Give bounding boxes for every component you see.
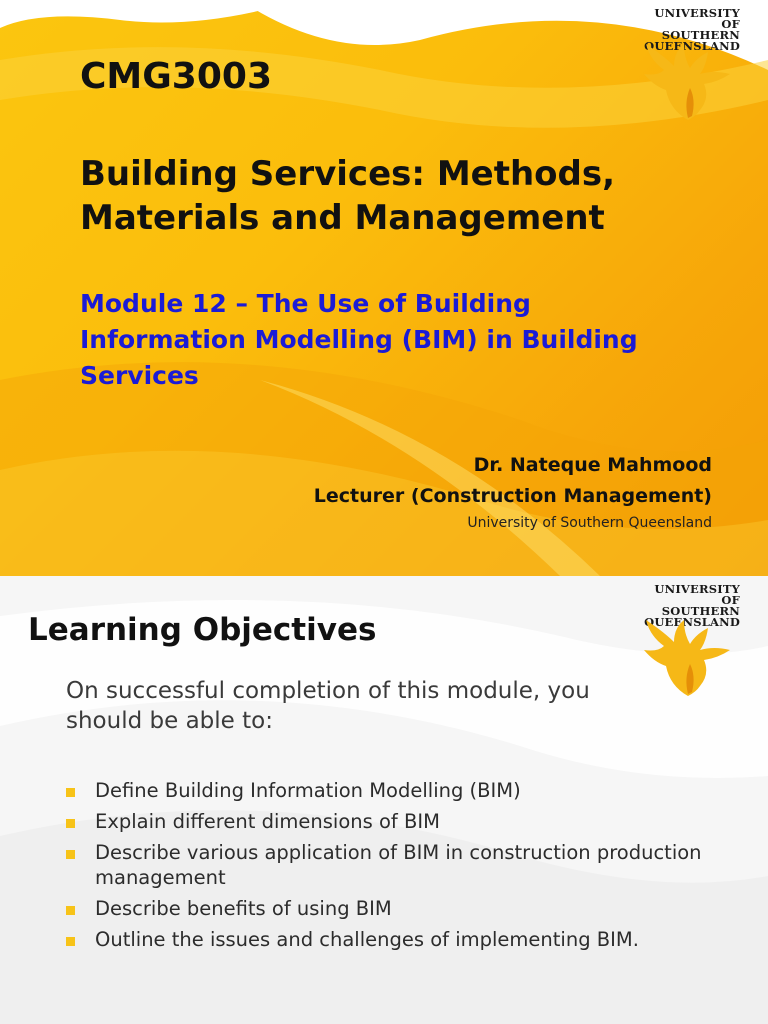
phoenix-icon — [640, 40, 736, 122]
intro-text: On successful completion of this module, you should be able to: — [66, 678, 590, 734]
slide-title: Learning Objectives — [28, 612, 377, 648]
list-item: Describe various application of BIM in construction production management — [66, 840, 726, 890]
course-code: CMG3003 — [80, 56, 272, 97]
objectives-slide — [0, 576, 768, 1024]
author-block — [314, 450, 712, 534]
author-name: Dr. Nateque Mahmood — [473, 454, 712, 476]
course-title: Building Services: Methods, Materials and Management — [80, 154, 616, 238]
university-logo — [640, 8, 740, 128]
bullet-icon — [66, 788, 75, 797]
list-item: Explain different dimensions of BIM — [66, 809, 726, 834]
logo-wordmark: UNIVERSITY OF SOUTHERN QUEENSLAND — [644, 6, 740, 53]
bullet-icon — [66, 937, 75, 946]
logo-wordmark: UNIVERSITY OF SOUTHERN QUEENSLAND — [644, 582, 740, 629]
bullet-icon — [66, 819, 75, 828]
author-role: Lecturer (Construction Management) — [313, 485, 712, 507]
bullet-icon — [66, 850, 75, 859]
bullet-icon — [66, 906, 75, 915]
module-title: Module 12 – The Use of Building Information Modelling (BIM) in Building Services — [80, 289, 638, 390]
author-university: University of Southern Queensland — [467, 515, 712, 531]
objectives-list — [66, 778, 726, 958]
list-item: Define Building Information Modelling (BIM) — [66, 778, 726, 803]
list-item: Outline the issues and challenges of implementing BIM. — [66, 927, 726, 952]
list-item: Describe benefits of using BIM — [66, 896, 726, 921]
